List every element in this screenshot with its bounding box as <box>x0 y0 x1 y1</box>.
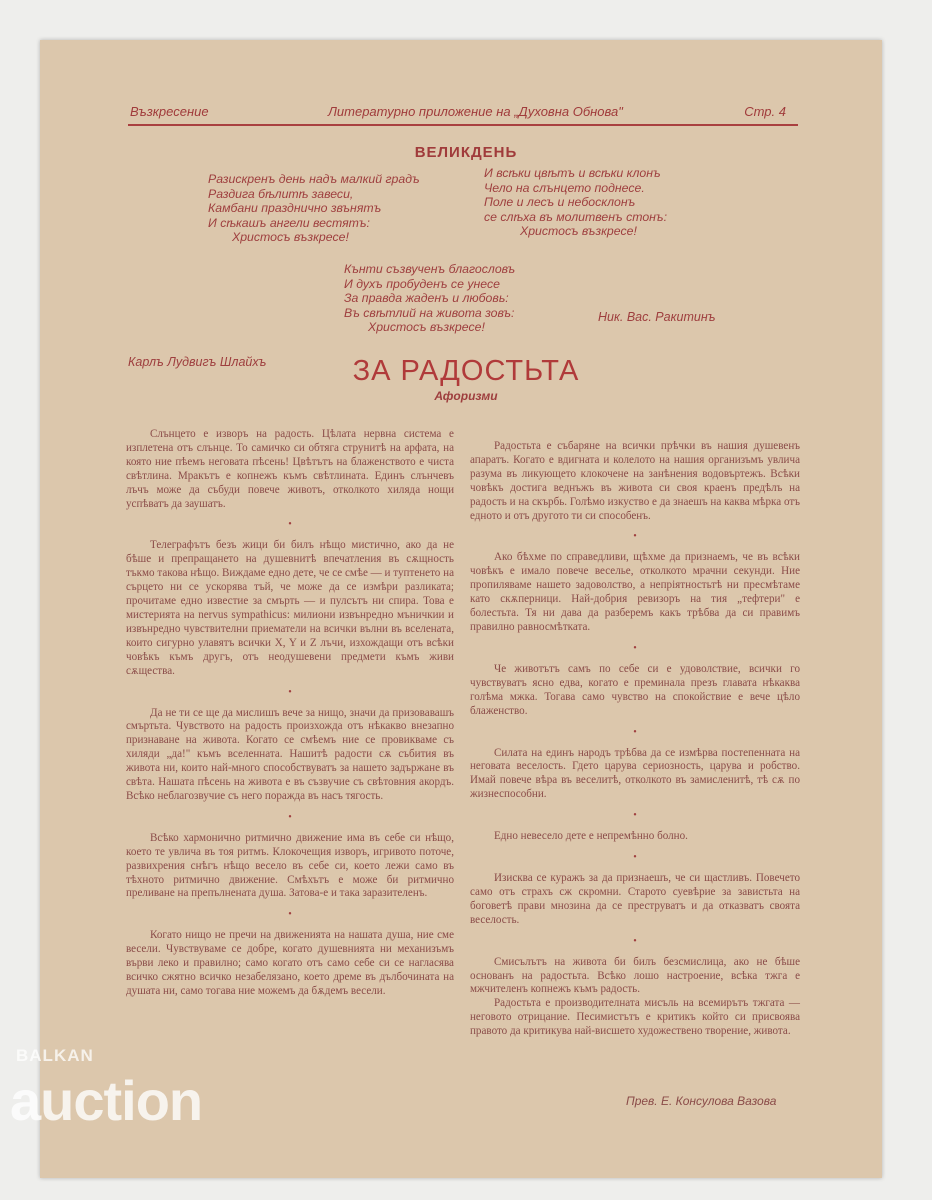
article-left-column <box>126 428 454 999</box>
separator-dot: • <box>633 852 637 864</box>
poem-line: И всѣки цвѣтъ и всѣки клонъ <box>484 166 661 180</box>
poem-refrain: Христосъ възкресе! <box>368 320 485 335</box>
aphorism-paragraph: Силата на единъ народъ трѣбва да се измѣрва постепенната на неговата веселость. Гдето царува сериозность, царува и робство. Имай повече вѣра въ веселитѣ, отколкото въ замисленитѣ, тѣ сѫ по жизнеспособни. <box>470 746 800 801</box>
separator-dot: • <box>288 909 292 921</box>
watermark-logo: auction <box>10 1069 203 1132</box>
poem-line: И сѣкашъ ангели вестятъ: <box>208 215 370 230</box>
article-right-column <box>470 440 800 1039</box>
separator-dot: • <box>633 810 637 822</box>
header-publication: Литературно приложение на „Духовна Обнова" <box>328 104 623 119</box>
poem-title: ВЕЛИКДЕНЬ <box>414 144 518 161</box>
aphorism-paragraph: Радостьта е събаряне на всички прѣчки въ нашия душевенъ апаратъ. Когато е вдигната и колелото на нашия организъмъ увлича разума въ ликующето клокочене на занѣнения водовъртежъ. Всѣки човѣкъ достига веднъжъ въ живота си своя краенъ предѣлъ на радость и на скърбь. Голѣмо изкуство е да знаешъ на каква мѣрка отъ едното и отъ другото ти си способенъ. <box>470 440 800 522</box>
article-title: ЗА РАДОСТЬТА <box>352 355 580 387</box>
separator-dot: • <box>633 726 637 738</box>
aphorism-paragraph: Телеграфътъ безъ жици би билъ нѣщо мистично, ако да не бѣше и препращането на душевнитѣ впечатления въ сѫщность тъкмо такова нѣщо. Виждаме едно дете, че се смѣе — и туптенето на сърцето ни се ускорява тъй, че може да се измѣри разликата; прочитаме едно известие за смърть — и пулсътъ ни спира. Това е мистерията на nervus sympathicus: милиони извънредно мъничкии и извънредно чувствителни приематели на всички вълни въ вселената, които сигурно улавятъ всички X, Y и Z лъчи, изхождащи отъ всѣки човѣкъ къмъ другъ, отъ неодушевени предмети къмъ живи сѫщества. <box>126 539 454 677</box>
poem-line: Разискренъ день надъ малкий градъ <box>208 172 420 186</box>
poem-line: Въ свѣтлий на живота зовъ: <box>344 305 515 320</box>
poem-author: Ник. Вас. Ракитинъ <box>598 310 716 324</box>
aphorism-paragraph: Всѣко хармонично ритмично движение има въ себе си нѣщо, което те увлича въ тоя ритмъ. Клокочещия изворъ, игривото поточе, развихрения снѣгъ нѣщо весело въ себе си, което лежи само въ тѣхното ритмично движение. Смѣхътъ е може би ритмично преливане на препълнената душа. Затова-е и така заразителенъ. <box>126 831 454 900</box>
aphorism-paragraph: Слънцето е изворъ на радость. Цѣлата нервна система е изплетена отъ слънце. То самичко си обтяга струнитѣ на арфата, на която ние пѣемъ неговата пѣсень! Цвѣтътъ на блаженството е чиста свѣтлина. Мракътъ е копнежъ къмъ свѣтлината. Единъ слънчевъ лъчъ може да събуди повече животъ, отколкото хиляда нощи успѣватъ да заушатъ. <box>126 428 454 510</box>
aphorism-paragraph: Че животътъ самъ по себе си е удоволствие, всички го чувствуватъ ясно едва, когато е преминала презъ главата нѣкаква голѣма мжка. Тогава само чувство на спокойствие е вече цѣло блаженство. <box>470 662 800 717</box>
article-subtitle: Афоризми <box>434 389 498 403</box>
poem-line: Поле и лесъ и небосклонъ <box>484 195 636 210</box>
aphorism-paragraph: Да не ти се ще да мислишъ вече за нищо, значи да призовавашъ смъртьта. Чувството на радость произхожда отъ нѣкакво внезапно признаване на живота. Когато се смѣемъ ние се провикваме съ хиляди „да!" къмъ вселенната. Нашитѣ радости сѫ събития въ живота ни, които най-много способствуватъ за нашето задържане въ свѣта. Нашата пѣсень на живота е въ съзвучие съ свѣтовния акордъ. Всѣко неблагозвучие съ него поражда въ насъ тягость. <box>126 706 454 802</box>
poem-line: Кънти съзвученъ благословъ <box>344 262 516 276</box>
aphorism-paragraph: Изисква се куражъ за да признаешъ, че си щастливъ. Повечето само отъ страхъ сж скромни. Старото суевѣрие за завистьта на боговетѣ прави мнозина да се преструватъ и да отказватъ своята веселость. <box>470 872 800 926</box>
separator-dot: • <box>633 642 637 654</box>
separator-dot: • <box>633 531 637 543</box>
poem-line: Чело на слънцето поднесе. <box>484 180 645 195</box>
separator-dot: • <box>288 811 292 823</box>
header-page-number: Стр. 4 <box>744 104 786 119</box>
poem-line: Камбани празднично звънятъ <box>208 201 382 216</box>
aphorism-paragraph: Ако бѣхме по справедливи, щѣхме да признаемъ, че въ всѣки човѣкъ е имало повече веселье, отколкото мрачни секунди. Ние пропиляваме нашето задоволство, а непріятностьтѣ ни пресмѣтаме като скѫперници. Най-добрия ревизоръ на тия „тефтери" е болестьта. Тя ни дава да разберемъ какъ трѣбва да си правимъ правилно равносмѣтката. <box>470 551 800 633</box>
poem-stanza-2 <box>484 166 667 239</box>
aphorism-paragraph: Радостьта е производителната мисъль на всемирътъ тжгата — неговото отрицание. Песимистътъ е критикъ който си присвоява правото да критикува най-висшето художествено творение, живота. <box>470 997 800 1038</box>
poem-stanza-3 <box>344 262 515 335</box>
header-rule <box>128 124 798 126</box>
poem-line: За правда жаденъ и любовь: <box>344 291 509 306</box>
article-author: Карлъ Лудвигъ Шлайхъ <box>128 355 267 369</box>
separator-dot: • <box>633 935 637 947</box>
poem-line: Раздига бѣлитѣ завеси, <box>208 186 354 201</box>
poem-refrain: Христосъ възкресе! <box>520 224 637 239</box>
poem-line: се слѣха въ молитвенъ стонъ: <box>484 209 667 224</box>
watermark-small: BALKAN <box>16 1046 94 1065</box>
poem-refrain: Христосъ възкресе! <box>232 230 349 245</box>
header-issue: Възкресение <box>130 104 209 119</box>
page-header <box>130 104 798 124</box>
poem-stanza-1 <box>208 172 420 245</box>
poem-line: И духъ пробуденъ се унесе <box>344 276 500 291</box>
aphorism-paragraph: Едно невесело дете е непремѣнно болно. <box>494 830 688 843</box>
aphorism-paragraph: Когато нищо не пречи на движенията на нашата душа, ние сме весели. Чувствуваме се добре, когато душевнията ни механизъмъ върви леко и правилно; само когато отъ само себе си се нагласява всичко сжятно всичко незабелязано, което дреме въ дълбочината на душата ни, само тогава ние можемъ да бѫдемъ весели. <box>126 929 454 997</box>
aphorism-paragraph: Смисълътъ на живота би билъ безсмислица, ако не бѣше основанъ на радостьта. Всѣко лошо настроение, всѣка тжга е мжчителенъ копнежъ къмъ радость. <box>470 955 800 996</box>
separator-dot: • <box>288 519 292 531</box>
separator-dot: • <box>288 686 292 698</box>
translator-credit: Прев. Е. Консулова Вазова <box>626 1094 777 1108</box>
